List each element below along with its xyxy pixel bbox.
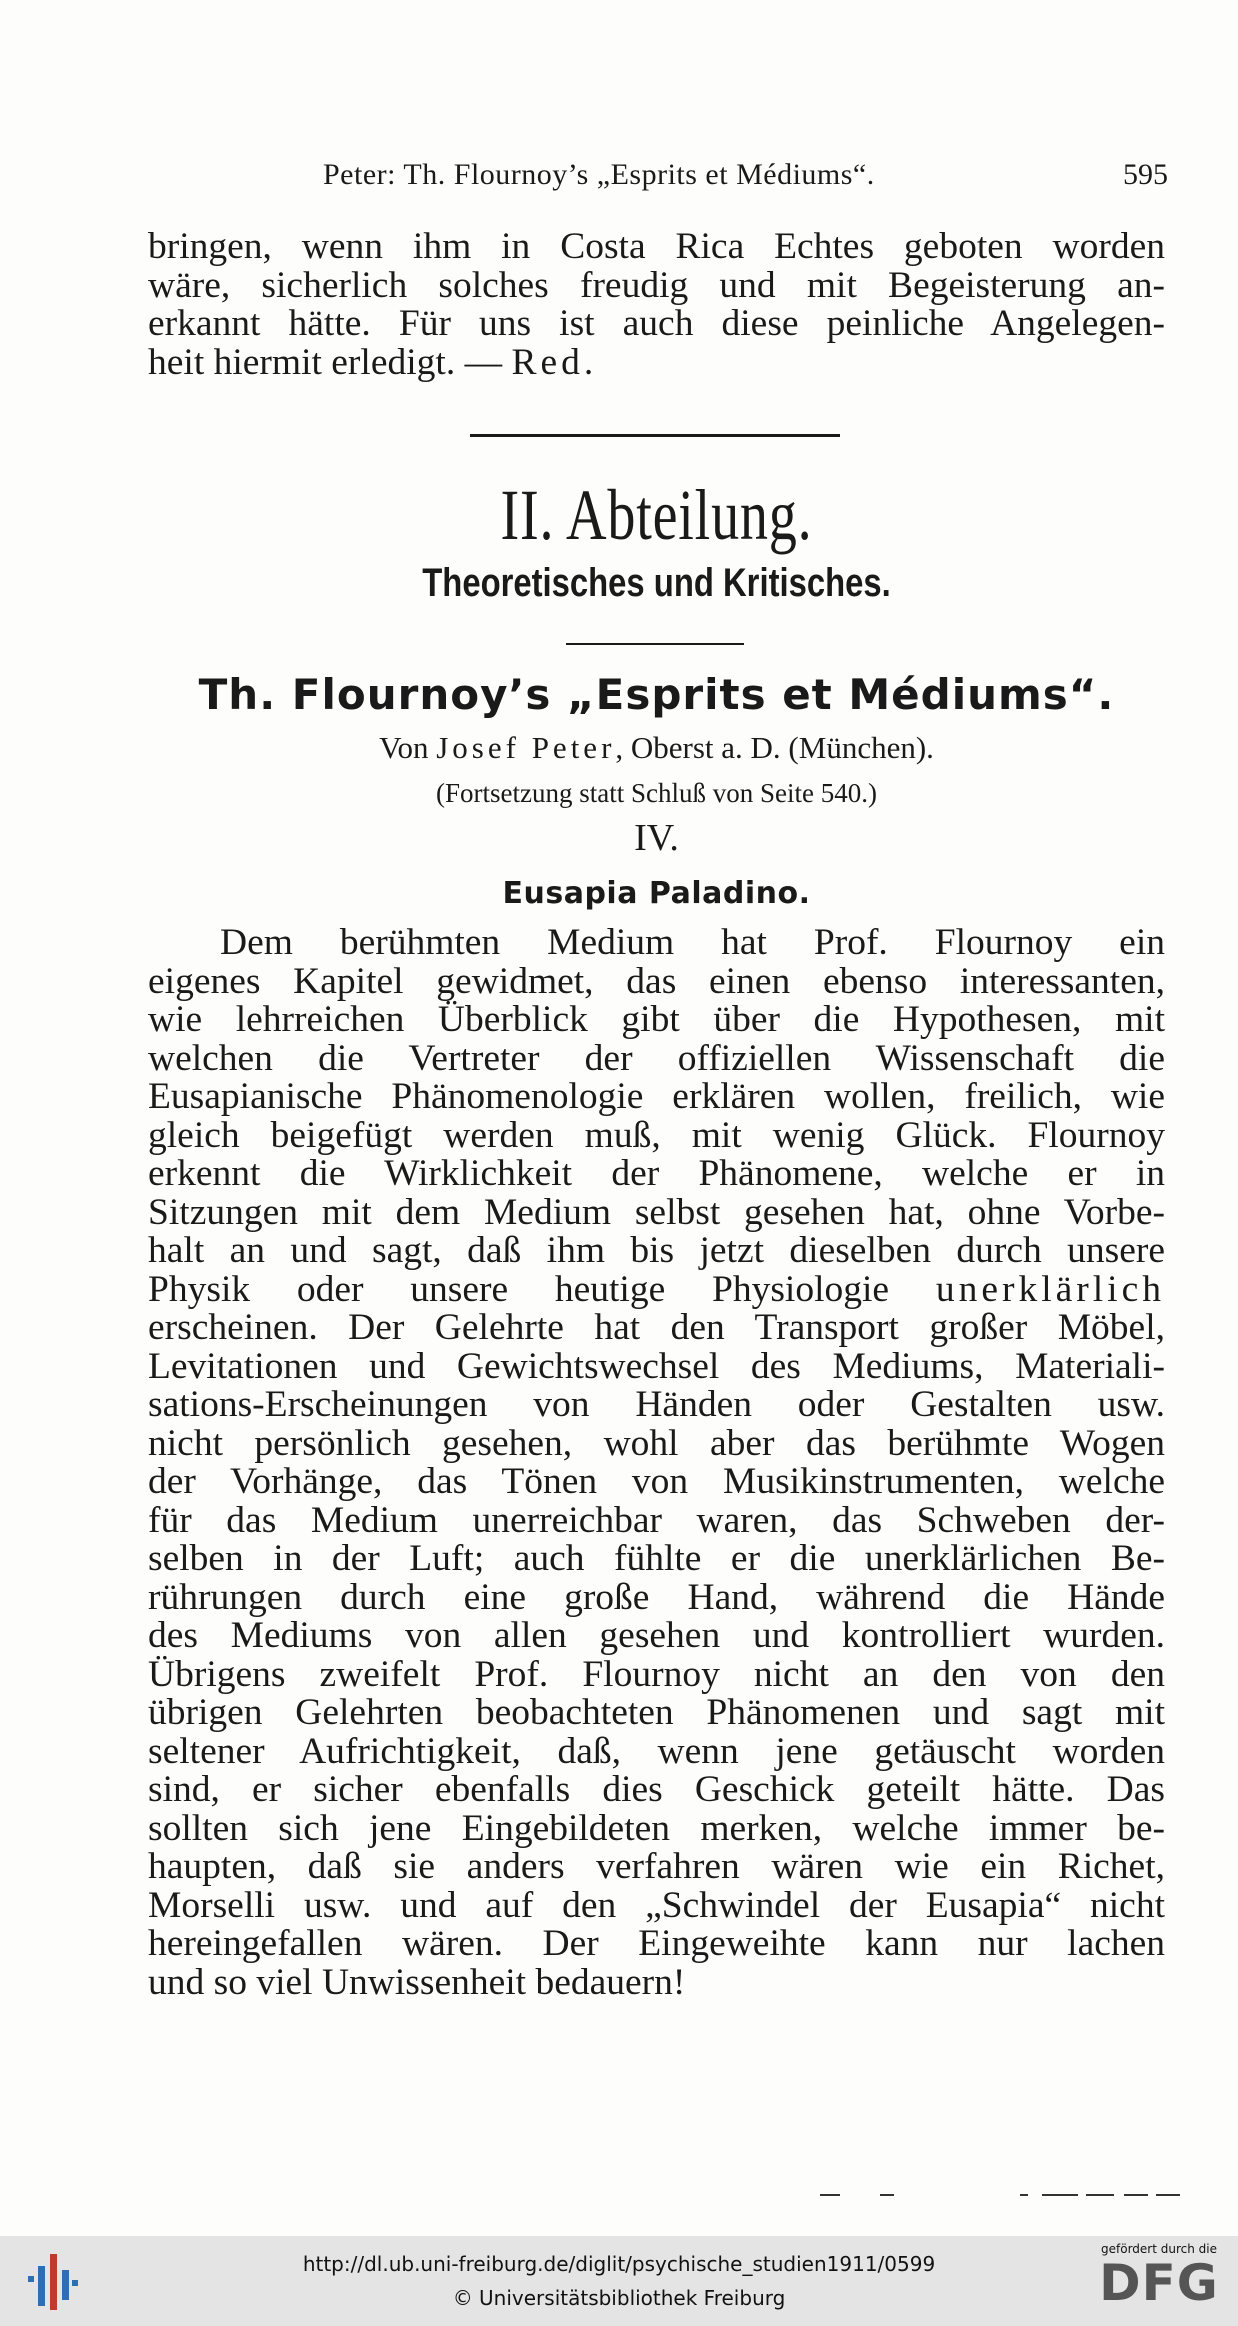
text-line: sind, er sicher ebenfalls dies Geschick geteilt hätte. Das xyxy=(148,1769,1165,1810)
text-line: bringen, wenn ihm in Costa Rica Echtes geboten worden xyxy=(148,226,1165,267)
text-line: Levitationen und Gewichtswechsel des Mediums, Materiali- xyxy=(148,1345,1165,1387)
text-line: Übrigens zweifelt Prof. Flournoy nicht an den von den xyxy=(148,1653,1165,1695)
editor-signature: Red. xyxy=(511,341,598,383)
text-line: eigenes Kapitel gewidmet, das einen ebenso interessanten, xyxy=(148,960,1165,1002)
text-line: des Mediums von allen gesehen und kontrolliert wurden. xyxy=(148,1615,1165,1656)
text-line: wäre, sicherlich solches freudig und mit Begeisterung an- xyxy=(148,264,1165,306)
footer-url-link[interactable]: http://dl.ub.uni-freiburg.de/diglit/psychische_studien1911/0599 xyxy=(302,2252,936,2276)
text-line: Eusapianische Phänomenologie erklären wollen, freilich, wie xyxy=(148,1076,1165,1117)
carryover-paragraph xyxy=(148,228,1165,382)
emphasized-word: unerklärlich xyxy=(935,1268,1165,1310)
sponsor-caption: gefördert durch die xyxy=(1101,2242,1217,2256)
text-line: hereingefallen wären. Der Eingeweihte kann nur lachen xyxy=(148,1923,1165,1964)
scan-artifact-marks xyxy=(820,2192,1220,2198)
text-line: übrigen Gelehrten beobachteten Phänomenen und sagt mit xyxy=(148,1692,1165,1733)
section-numeral: IV. xyxy=(634,817,679,859)
text-line: halt an und sagt, daß ihm bis jetzt dieselben durch unsere xyxy=(148,1230,1165,1271)
author-suffix: , Oberst a. D. (München). xyxy=(615,730,934,765)
text-line-first: Dem berühmten Medium hat Prof. Flournoy ein xyxy=(220,922,1165,963)
running-head-title: Peter: Th. Flournoy’s „Esprits et Médiums“. xyxy=(323,158,875,191)
text-fragment: Physik oder unsere heutige Physiologie xyxy=(148,1268,936,1310)
text-line: selben in der Luft; auch fühlte er die unerklärlichen Be- xyxy=(148,1538,1165,1579)
text-line: erscheinen. Der Gelehrte hat den Transport großer Möbel, xyxy=(148,1307,1165,1348)
section-divider-rule xyxy=(470,434,840,437)
text-line: für das Medium unerreichbar waren, das Schweben der- xyxy=(148,1499,1165,1541)
text-line-last xyxy=(148,341,1165,383)
footer-copyright: © Universitätsbibliothek Freiburg xyxy=(452,2286,786,2310)
running-head xyxy=(148,158,1168,198)
short-divider-rule xyxy=(566,643,744,645)
author-prefix: Von xyxy=(379,730,437,765)
author-name: Josef Peter xyxy=(436,730,616,765)
division-title: II. Abteilung. xyxy=(500,475,813,555)
text-line: welchen die Vertreter der offiziellen Wissenschaft die xyxy=(148,1037,1165,1079)
continuation-note: (Fortsetzung statt Schluß von Seite 540.) xyxy=(436,778,877,808)
page-number: 595 xyxy=(1123,158,1168,191)
body-paragraph xyxy=(148,924,1165,2002)
footer-bar xyxy=(0,2236,1238,2326)
text-line: Sitzungen mit dem Medium selbst gesehen hat, ohne Vorbe- xyxy=(148,1191,1165,1233)
sponsor-block xyxy=(1094,2242,1224,2322)
text-line-last: und so viel Unwissenheit bedauern! xyxy=(148,1961,686,2003)
text-line: haupten, daß sie anders verfahren wären wie ein Richet, xyxy=(148,1846,1165,1887)
text-line: sollten sich jene Eingebildeten merken, welche immer be- xyxy=(148,1807,1165,1849)
text-line: erkennt die Wirklichkeit der Phänomene, welche er in xyxy=(148,1153,1165,1194)
section-heading: Eusapia Paladino. xyxy=(502,876,811,911)
text-line: rührungen durch eine große Hand, während die Hände xyxy=(148,1576,1165,1618)
text-fragment: heit hiermit erledigt. — xyxy=(148,341,512,383)
text-line: sations-Erscheinungen von Händen oder Gestalten usw. xyxy=(148,1384,1165,1425)
text-line: gleich beigefügt werden muß, mit wenig Glück. Flournoy xyxy=(148,1114,1165,1156)
text-line: erkannt hätte. Für uns ist auch diese peinliche Angelegen- xyxy=(148,303,1165,344)
text-line: nicht persönlich gesehen, wohl aber das berühmte Wogen xyxy=(148,1422,1165,1464)
text-line: Morselli usw. und auf den „Schwindel der Eusapia“ nicht xyxy=(148,1884,1165,1926)
dfg-logo: DFG xyxy=(1099,2254,1219,2312)
text-line-with-emphasis xyxy=(148,1268,1165,1310)
text-line: seltener Aufrichtigkeit, daß, wenn jene getäuscht worden xyxy=(148,1730,1165,1772)
text-line: wie lehrreichen Überblick gibt über die Hypothesen, mit xyxy=(148,999,1165,1040)
article-title: Th. Flournoy’s „Esprits et Médiums“. xyxy=(198,670,1115,719)
text-line: der Vorhänge, das Tönen von Musikinstrumenten, welche xyxy=(148,1461,1165,1502)
division-subtitle: Theoretisches und Kritisches. xyxy=(422,561,891,605)
author-line xyxy=(148,728,1165,768)
